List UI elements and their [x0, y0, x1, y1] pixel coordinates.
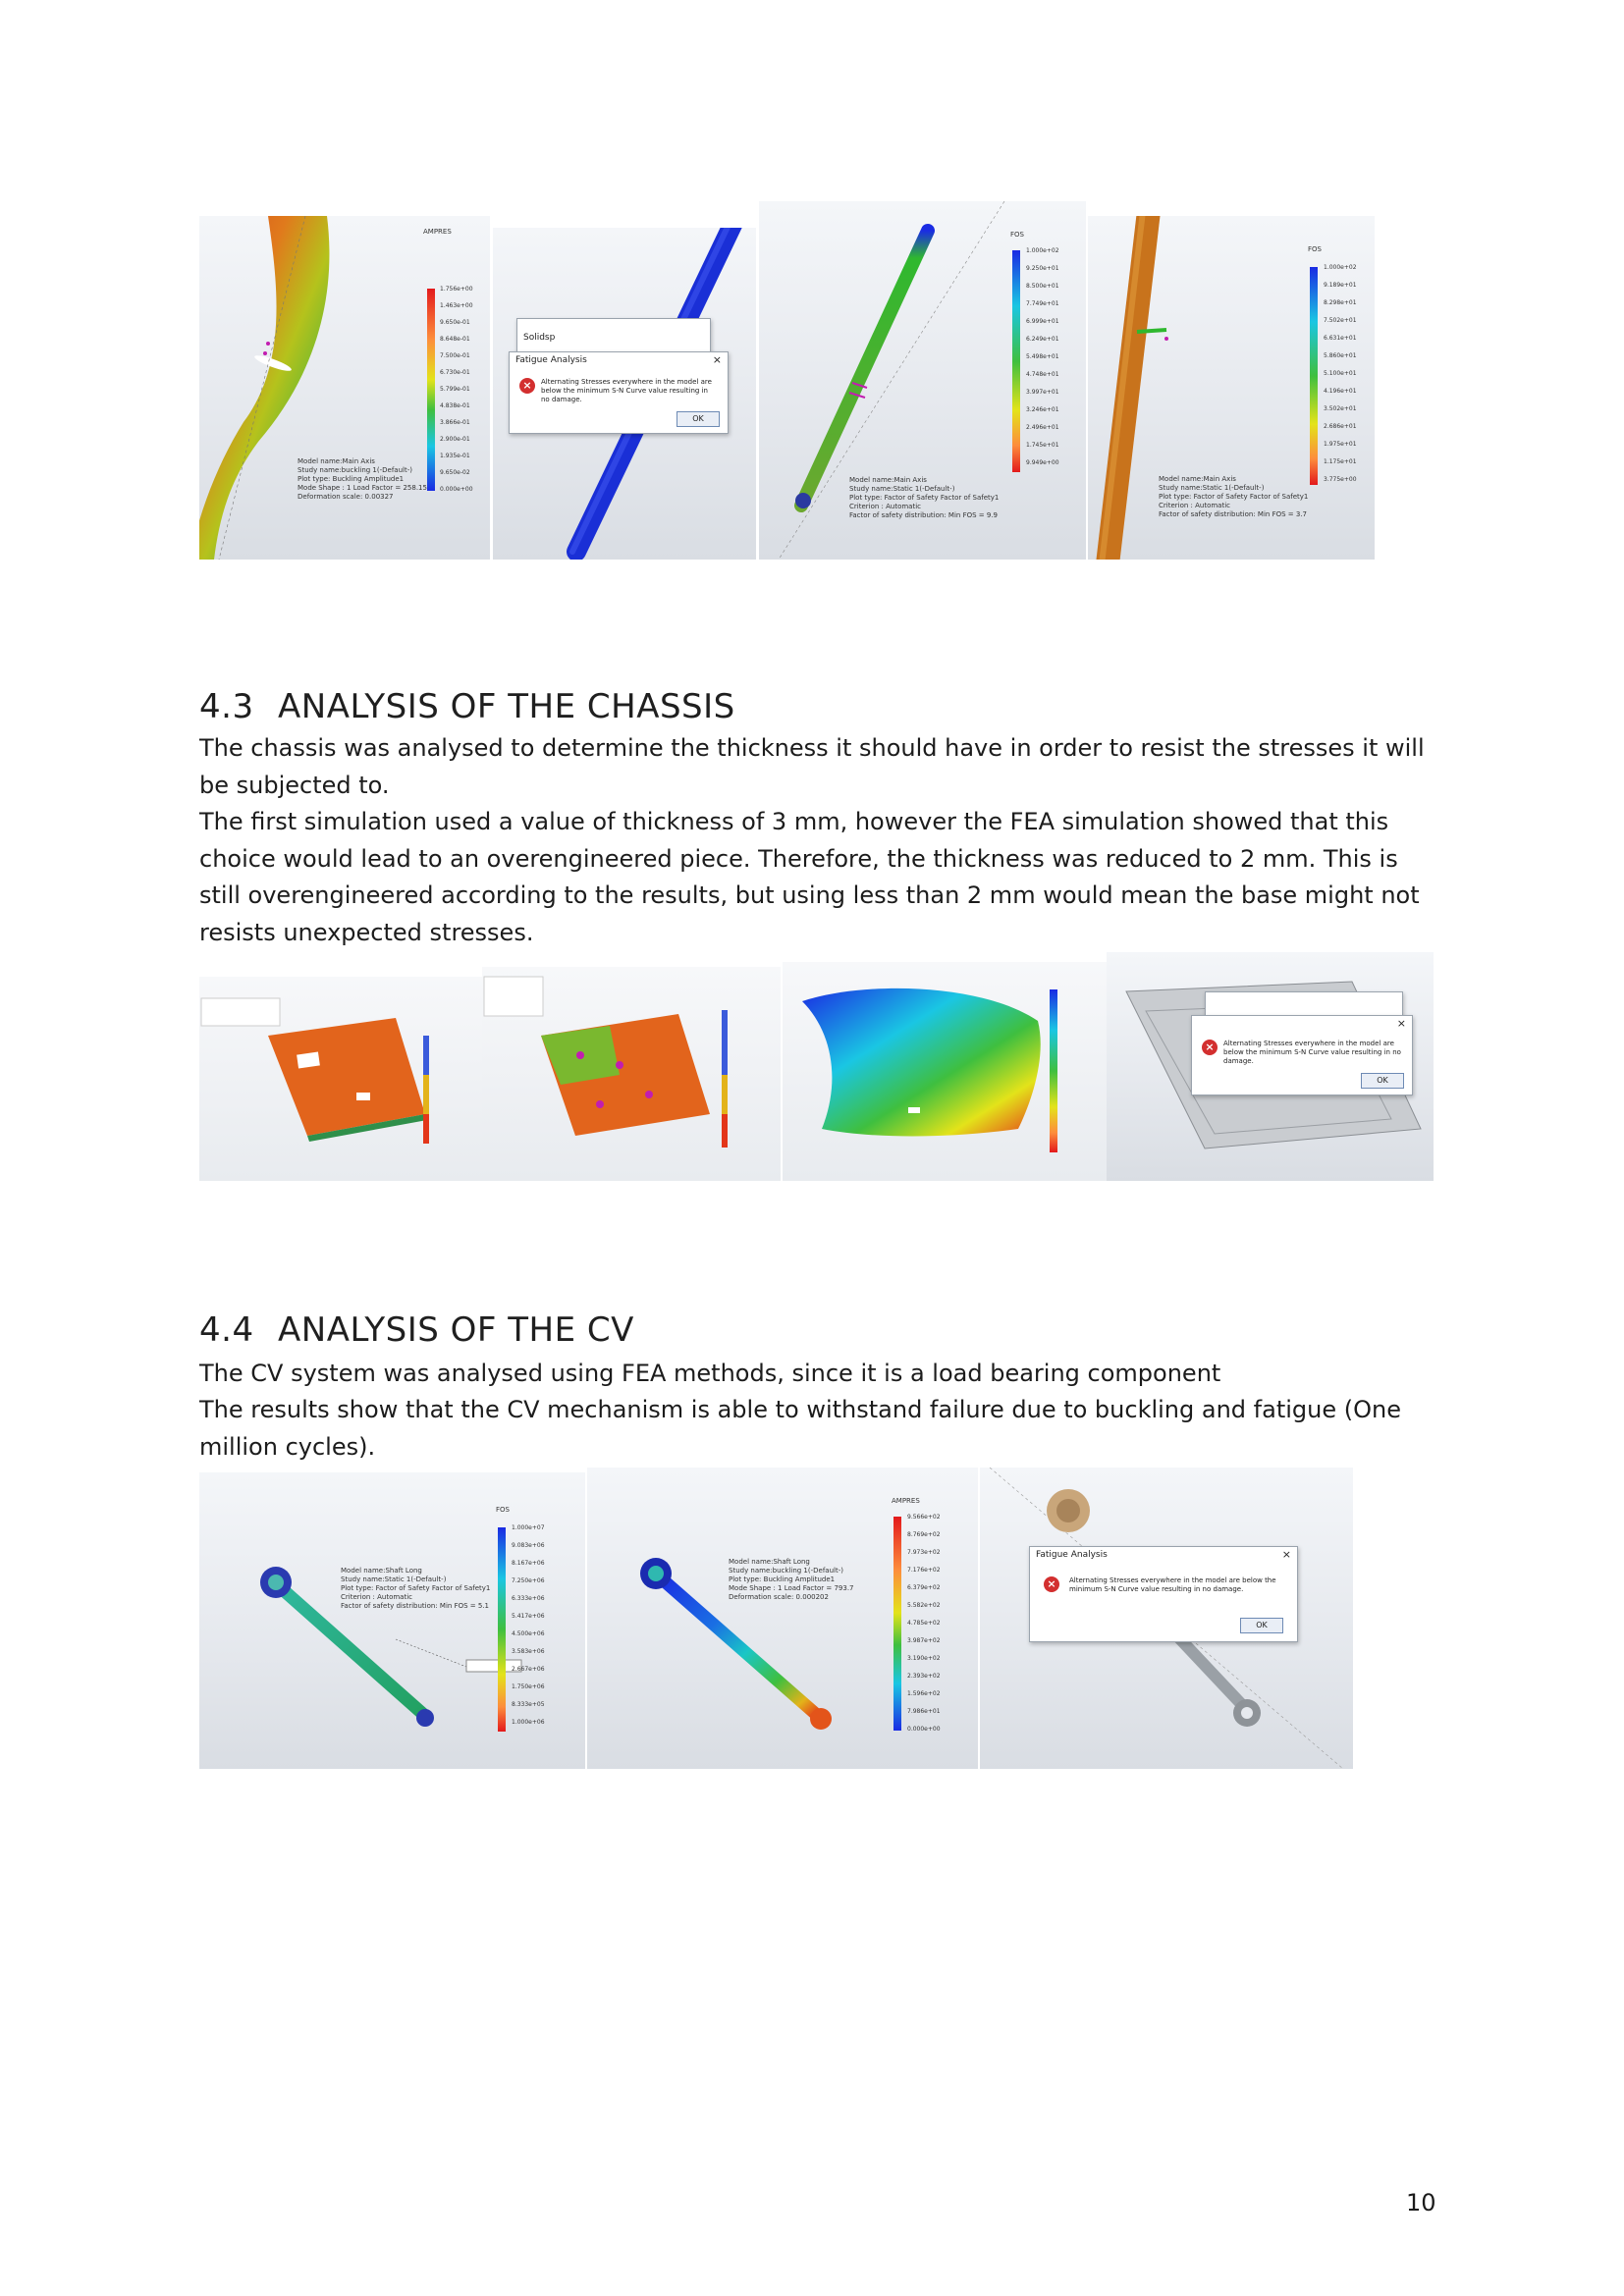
figure-main-axis-fos: FOS 1.000e+02 9.250e+01 8.500e+01 7.749e+01 6.999e+01 6.249e+01 5.498e+01 4.748e+01 3.997e+01 3.246e+01 2.496e+01 1.745e+01 9.949e+00 Model name:Main Axis Study name:Static 1(-Default-) Plot type: Factor of Safety Factor of Safety1 Criterion : Automatic Factor of safety distribution: Min FOS = 9.9: [759, 201, 1086, 560]
chassis-render: [199, 977, 482, 1181]
paragraph: The first simulation used a value of thickness of 3 mm, however the FEA simulation showed that this choice would lead to an overengineered piece. Therefore, the thickness was reduced to 2 mm. This is still overengineered according to the results, but using less than 2 mm would mean the base might not resists unexpected stresses.: [199, 808, 1420, 946]
page-number: 10: [1406, 2189, 1436, 2216]
dialog-message: Alternating Stresses everywhere in the model are below the minimum S-N Curve value resulting in no damage.: [1069, 1576, 1276, 1593]
study-info: Model name:Shaft Long Study name:buckling 1(-Default-) Plot type: Buckling Amplitude1 Mode Shape : 1 Load Factor = 793.7 Deformation scale: 0.000202: [729, 1558, 854, 1601]
dialog-message: Alternating Stresses everywhere in the model are below the minimum S-N Curve value resulting in no damage.: [1223, 1040, 1401, 1065]
dialog-title: Fatigue Analysis: [1036, 1550, 1108, 1560]
paragraph: The chassis was analysed to determine the thickness it should have in order to resist the stresses it will be subjected to.: [199, 734, 1425, 799]
chassis-render: [482, 967, 781, 1181]
figure-cv-buckling: AMPRES 9.566e+02 8.769e+02 7.973e+02 7.176e+02 6.379e+02 5.582e+02 4.785e+02 3.987e+02 3.190e+02 2.393e+02 1.596e+02 7.986e+01 0.000e+00 Model name:Shaft Long Study name:buckling 1(-Default-) Plot type: Buckling Amplitude1 Mode Shape : 1 Load Factor = 793.7 Deformation scale: 0.000202: [587, 1468, 978, 1769]
legend-title: FOS: [1010, 231, 1024, 239]
fatigue-dialog: [1191, 1015, 1413, 1095]
figure-cv-fos: FOS 1.000e+07 9.083e+06 8.167e+06 7.250e+06 6.333e+06 5.417e+06 4.500e+06 3.583e+06 2.667e+06 1.750e+06 8.333e+05 1.000e+06 Model name:Shaft Long Study name:Static 1(-Default-) Plot type: Factor of Safety Factor of Safety1 Criterion : Automatic Factor of safety distribution: Min FOS = 5.1: [199, 1472, 585, 1769]
error-icon: ×: [519, 378, 535, 394]
behind-dialog: Solidsp: [516, 318, 711, 379]
section-number: 4.4: [199, 1310, 254, 1350]
legend-title: FOS: [1308, 245, 1322, 253]
close-icon[interactable]: ×: [712, 353, 722, 366]
ok-button[interactable]: OK: [1361, 1073, 1404, 1089]
paragraph: The CV system was analysed using FEA methods, since it is a load bearing component: [199, 1360, 1221, 1387]
error-icon: ×: [1202, 1040, 1218, 1055]
fatigue-dialog: [1029, 1546, 1298, 1642]
paragraph: The results show that the CV mechanism is able to withstand failure due to buckling and fatigue (One million cycles).: [199, 1396, 1401, 1461]
legend-title: AMPRES: [423, 228, 452, 236]
figure-chassis-3mm: [199, 977, 482, 1181]
study-info: Model name:Main Axis Study name:Static 1(-Default-) Plot type: Factor of Safety Factor of Safety1 Criterion : Automatic Factor of safety distribution: Min FOS = 3.7: [1159, 475, 1309, 518]
section-number: 4.3: [199, 687, 254, 726]
study-info: Model name:Shaft Long Study name:Static 1(-Default-) Plot type: Factor of Safety Factor of Safety1 Criterion : Automatic Factor of safety distribution: Min FOS = 5.1: [341, 1567, 491, 1610]
figure-cv-fatigue: [980, 1468, 1353, 1769]
figure-main-axis-buckling: AMPRES 1.756e+00 1.463e+00 9.650e-01 8.648e-01 7.500e-01 6.730e-01 5.799e-01 4.838e-01 3.866e-01 2.900e-01 1.935e-01 9.650e-02 0.000e+00 Model name:Main Axis Study name:buckling 1(-Default-) Plot type: Buckling Amplitude1 Mode Shape : 1 Load Factor = 258.15 Deformation scale: 0.00327: [199, 216, 490, 560]
fatigue-dialog: [509, 351, 729, 434]
dialog-title: Fatigue Analysis: [515, 355, 587, 365]
figure-chassis-fatigue: [1107, 952, 1434, 1181]
error-icon: ×: [1044, 1576, 1059, 1592]
ok-button[interactable]: OK: [1240, 1618, 1283, 1633]
chassis-render: [783, 962, 1107, 1181]
close-icon[interactable]: ×: [1396, 1017, 1406, 1030]
dialog-message: Alternating Stresses everywhere in the model are below the minimum S-N Curve value resulting in no damage.: [541, 378, 712, 403]
figure-chassis-buckling: [783, 962, 1107, 1181]
ok-button[interactable]: OK: [677, 411, 720, 427]
study-info: Model name:Main Axis Study name:Static 1(-Default-) Plot type: Factor of Safety Factor of Safety1 Criterion : Automatic Factor of safety distribution: Min FOS = 9.9: [849, 476, 1000, 519]
figure-main-axis-fatigue: [493, 228, 756, 560]
section-title: ANALYSIS OF THE CHASSIS: [278, 687, 735, 726]
legend-title: AMPRES: [892, 1497, 920, 1505]
section-heading-4-3: [199, 687, 735, 726]
legend-title: FOS: [496, 1506, 510, 1514]
section-heading-4-4: [199, 1310, 634, 1350]
figure-main-axis-fos-2: FOS 1.000e+02 9.189e+01 8.298e+01 7.502e+01 6.631e+01 5.860e+01 5.100e+01 4.196e+01 3.502e+01 2.686e+01 1.975e+01 1.175e+01 3.775e+00 Model name:Main Axis Study name:Static 1(-Default-) Plot type: Factor of Safety Factor of Safety1 Criterion : Automatic Factor of safety distribution: Min FOS = 3.7: [1088, 216, 1375, 560]
study-info: Model name:Main Axis Study name:buckling 1(-Default-) Plot type: Buckling Amplitude1 Mode Shape : 1 Load Factor = 258.15 Deformation scale: 0.00327: [298, 457, 427, 501]
section-title: ANALYSIS OF THE CV: [278, 1310, 634, 1350]
figure-chassis-2mm: [482, 967, 781, 1181]
close-icon[interactable]: ×: [1281, 1548, 1291, 1561]
